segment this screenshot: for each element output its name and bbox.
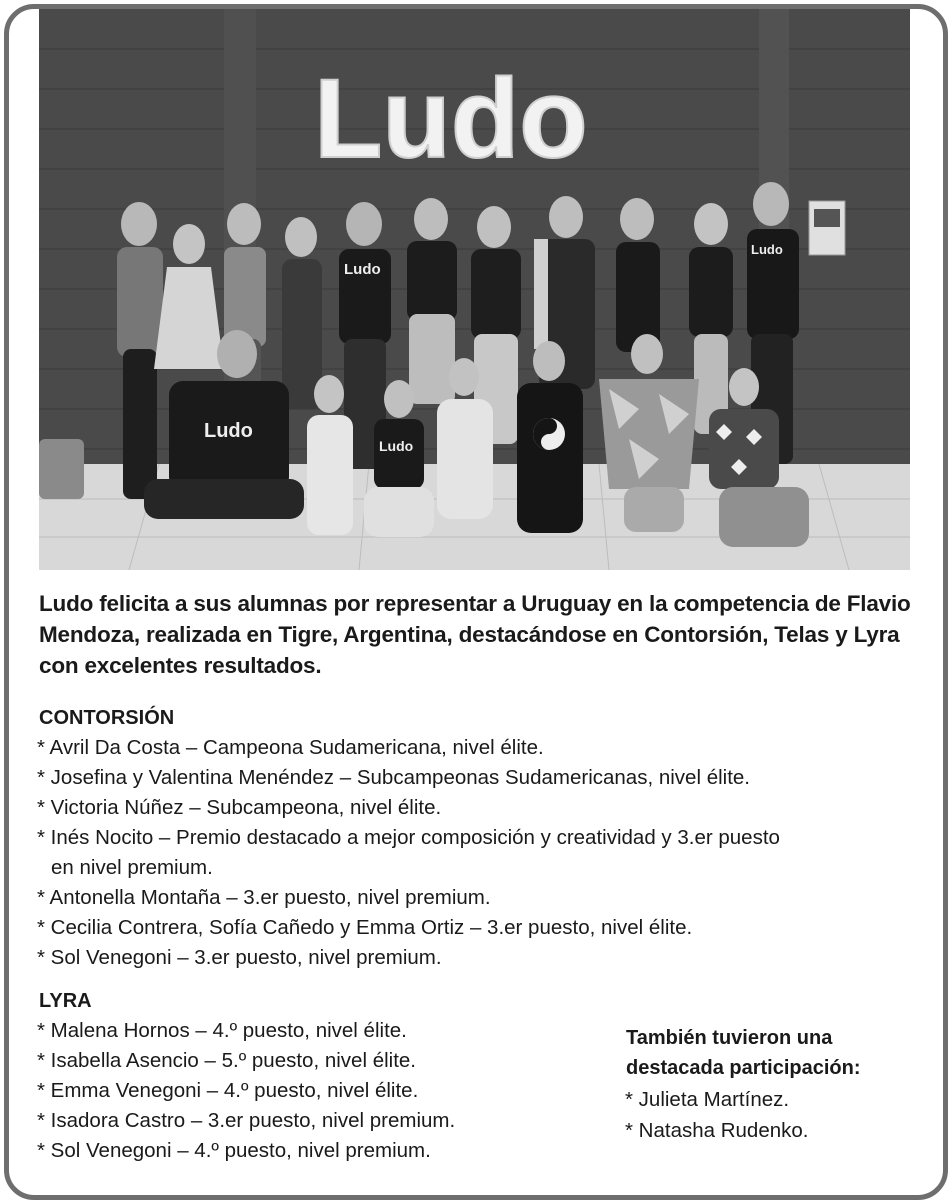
list-item: * Avril Da Costa – Campeona Sudamericana, nivel élite. <box>37 736 544 759</box>
list-item: * Cecilia Contrera, Sofía Cañedo y Emma Ortiz – 3.er puesto, nivel élite. <box>37 916 693 939</box>
list-item: * Isadora Castro – 3.er puesto, nivel premium. <box>37 1109 456 1132</box>
list-item: * Antonella Montaña – 3.er puesto, nivel premium. <box>37 886 491 909</box>
extra-title-line1: También tuvieron una <box>626 1027 833 1049</box>
svg-text:Ludo: Ludo <box>379 438 414 454</box>
list-item: * Sol Venegoni – 3.er puesto, nivel premium. <box>37 946 442 969</box>
svg-text:Ludo: Ludo <box>204 420 253 442</box>
list-item: * Josefina y Valentina Menéndez – Subcampeonas Sudamericanas, nivel élite. <box>37 766 750 789</box>
contorsion-list <box>37 733 780 973</box>
list-item: * Natasha Rudenko. <box>625 1119 809 1142</box>
headline: Ludo felicita a sus alumnas por representar a Uruguay en la competencia de Flavio Mendoza, realizada en Tigre, Argentina, destacándose en Contorsión, Telas y Lyra con excelentes resultados. <box>39 591 911 678</box>
list-item: * Inés Nocito – Premio destacado a mejor composición y creatividad y 3.er puesto <box>37 826 780 849</box>
list-item: * Julieta Martínez. <box>625 1088 790 1111</box>
lyra-list <box>37 1016 455 1166</box>
lyra-title: LYRA <box>39 990 92 1012</box>
list-item: * Emma Venegoni – 4.º puesto, nivel élite. <box>37 1079 419 1102</box>
group-photo <box>39 9 910 570</box>
extra-list <box>625 1084 808 1146</box>
list-item: * Sol Venegoni – 4.º puesto, nivel premium. <box>37 1139 431 1162</box>
list-item: * Victoria Núñez – Subcampeona, nivel élite. <box>37 796 442 819</box>
extra-title <box>626 1023 906 1083</box>
list-item-continuation: en nivel premium. <box>51 856 213 879</box>
wall-sign: Ludo <box>314 56 588 181</box>
svg-text:Ludo: Ludo <box>751 242 783 257</box>
list-item: * Malena Hornos – 4.º puesto, nivel élite. <box>37 1019 407 1042</box>
list-item: * Isabella Asencio – 5.º puesto, nivel élite. <box>37 1049 416 1072</box>
contorsion-title: CONTORSIÓN <box>39 707 175 729</box>
shirt-logo-text: Ludo <box>344 261 381 278</box>
extra-title-line2: destacada participación: <box>626 1057 861 1079</box>
